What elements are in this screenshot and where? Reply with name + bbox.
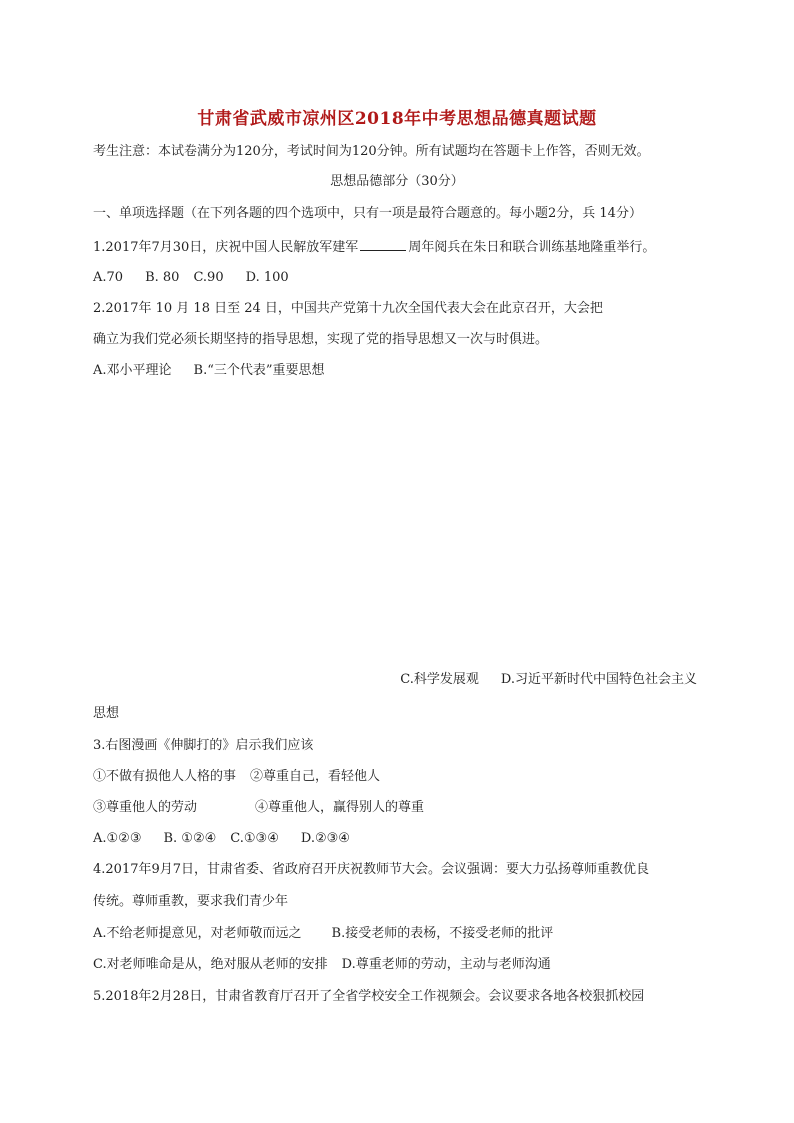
question-3-items-34 — [93, 799, 424, 817]
option-b: B. 80 — [145, 270, 180, 285]
question-2-option-d-continued: 思想 — [93, 706, 120, 721]
question-1-stem-end: 周年阅兵在朱日和联合训练基地隆重举行。 — [408, 240, 656, 255]
item-1: ①不做有损他人人格的事 — [93, 769, 237, 784]
question-4-stem-line-1: 4.2017年9月7日，甘肃省委、省政府召开庆祝教师节大会。会议强调：要大力弘扬尊师重教优良 — [93, 862, 650, 877]
option-c: C.科学发展观 — [400, 672, 479, 687]
question-1-stem — [93, 237, 655, 257]
question-2-options-cd — [400, 671, 697, 689]
item-2: ②尊重自己，看轻他人 — [250, 769, 381, 784]
question-2-stem-line-2: 确立为我们党必须长期坚持的指导思想，实现了党的指导思想又一次与时俱进。 — [93, 332, 549, 347]
question-3-stem: 3.右图漫画《伸脚打的》启示我们应该 — [93, 738, 314, 753]
option-a: A.不给老师提意见，对老师敬而远之 — [93, 926, 302, 941]
option-d: D.②③④ — [300, 831, 350, 846]
question-3-options — [93, 830, 350, 848]
cartoon-image-area — [93, 392, 698, 654]
option-b: B. ①②④ — [163, 831, 217, 846]
option-d: D.习近平新时代中国特色社会主义 — [500, 672, 697, 687]
answer-blank — [360, 237, 406, 251]
question-5-stem-line-1: 5.2018年2月28日，甘肃省教育厅召开了全省学校安全工作视频会。会议要求各地各校狠抓校园 — [93, 989, 645, 1004]
item-3: ③尊重他人的劳动 — [93, 800, 198, 815]
option-b: B.接受老师的表杨，不接受老师的批评 — [331, 926, 554, 941]
option-b: B.“三个代表”重要思想 — [193, 363, 325, 378]
option-a: A.70 — [93, 270, 124, 285]
option-c: C.对老师唯命是从，绝对服从老师的安排 — [93, 957, 328, 972]
item-4: ④尊重他人，赢得别人的尊重 — [255, 800, 425, 815]
question-2-stem-line-1: 2.2017年 10 月 18 日至 24 日，中国共产党第十九次全国代表大会在此京召开，大会把 — [93, 301, 603, 316]
question-1-options — [93, 269, 289, 287]
question-4-options-ab — [93, 925, 553, 943]
option-c: C.90 — [193, 270, 224, 285]
option-c: C.①③④ — [230, 831, 279, 846]
question-3-items-12 — [93, 768, 380, 786]
question-2-options-ab — [93, 362, 325, 380]
exam-title: 甘肃省武威市凉州区2018年中考思想品德真题试题 — [197, 109, 597, 129]
question-4-stem-line-2: 传统。尊师重教，要求我们青少年 — [93, 894, 289, 909]
section-heading: 思想品德部分（30分） — [330, 174, 464, 189]
exam-notice: 考生注意：本试卷满分为120分，考试时间为120分钟。所有试题均在答题卡上作答，否则无效。 — [93, 144, 650, 159]
option-a: A.①②③ — [93, 831, 142, 846]
option-d: D. 100 — [245, 270, 289, 285]
option-a: A.邓小平理论 — [93, 363, 172, 378]
part-heading: 一、单项选择题（在下列各题的四个选项中，只有一项是最符合题意的。每小题2分，兵 14分） — [93, 206, 642, 221]
question-4-options-cd — [93, 956, 551, 974]
question-1-stem-start: 1.2017年7月30日，庆祝中国人民解放军建军 — [93, 240, 359, 255]
option-d: D.尊重老师的劳动，主动与老师沟通 — [341, 957, 551, 972]
